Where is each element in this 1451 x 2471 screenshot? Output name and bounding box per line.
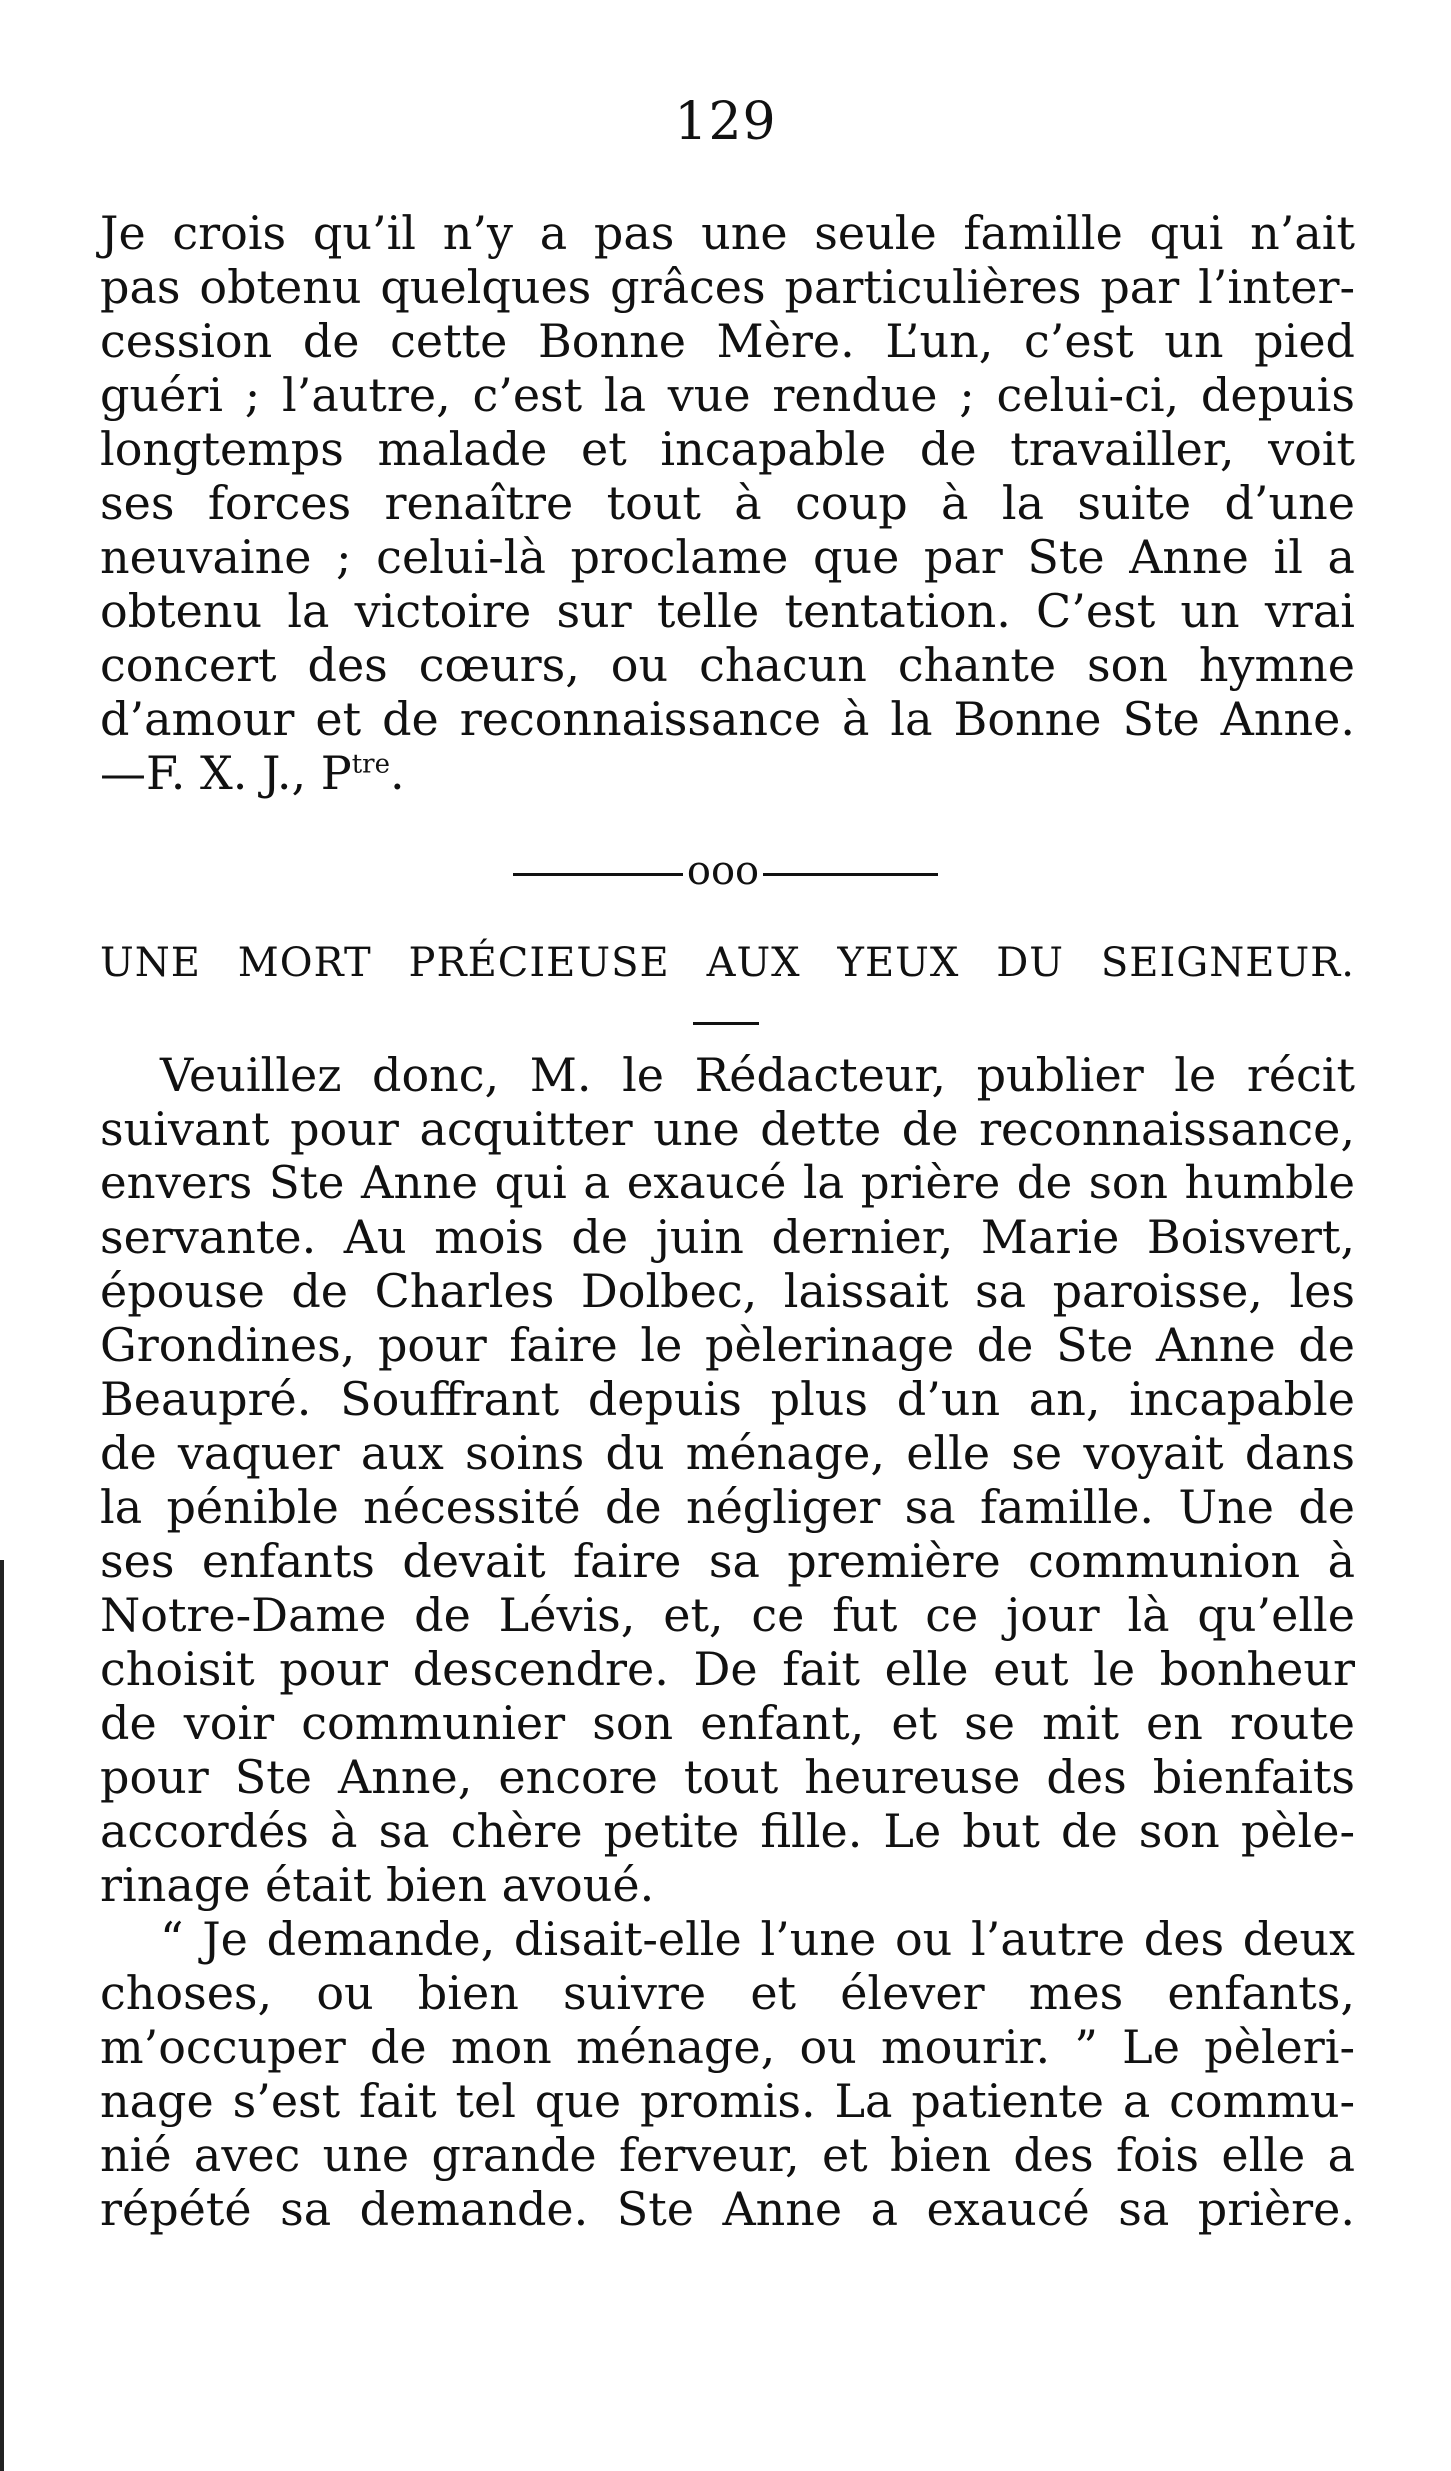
text-line: Veuillez donc, M. le Rédacteur, publier le récit <box>160 1048 1355 1102</box>
text-line: épouse de Charles Dolbec, laissait sa paroisse, les <box>100 1264 1355 1318</box>
text-line: guéri ; l’autre, c’est la vue rendue ; celui-ci, depuis <box>100 368 1355 422</box>
paragraph-story <box>100 1048 1355 2236</box>
text-line: “ Je demande, disait-elle l’une ou l’autre des deux <box>160 1912 1355 1966</box>
signature <box>100 746 1355 800</box>
text-line: pas obtenu quelques grâces particulières par l’inter- <box>100 260 1355 314</box>
text-line: pour Ste Anne, encore tout heureuse des bienfaits <box>100 1750 1355 1804</box>
scan-edge <box>0 1560 4 2471</box>
text-line: choses, ou bien suivre et élever mes enfants, <box>100 1966 1355 2020</box>
text-line: obtenu la victoire sur telle tentation. C’est un vrai <box>100 584 1355 638</box>
text-line: de vaquer aux soins du ménage, elle se voyait dans <box>100 1426 1355 1480</box>
text-line: d’amour et de reconnaissance à la Bonne Ste Anne. <box>100 692 1355 746</box>
text-line: Grondines, pour faire le pèlerinage de Ste Anne de <box>100 1318 1355 1372</box>
text-line: ses enfants devait faire sa première communion à <box>100 1534 1355 1588</box>
text-line: Je crois qu’il n’y a pas une seule famille qui n’ait <box>100 206 1355 260</box>
page-number: 129 <box>674 92 777 152</box>
separator-rule-left <box>513 873 683 876</box>
text-line: servante. Au mois de juin dernier, Marie Boisvert, <box>100 1210 1355 1264</box>
text-line: envers Ste Anne qui a exaucé la prière de son humble <box>100 1156 1355 1209</box>
text-line: ses forces renaître tout à coup à la suite d’une <box>100 476 1355 530</box>
text-line: répété sa demande. Ste Anne a exaucé sa prière. <box>100 2182 1355 2236</box>
text-line: de voir communier son enfant, et se mit en route <box>100 1696 1355 1750</box>
paragraph-testimony <box>100 206 1355 800</box>
text-line: cession de cette Bonne Mère. L’un, c’est un pied <box>100 314 1355 368</box>
text-line: m’occuper de mon ménage, ou mourir. ” Le pèleri- <box>100 2020 1355 2074</box>
heading-rule <box>693 1022 759 1025</box>
separator-ornament: ooo <box>686 848 760 894</box>
text-line: nié avec une grande ferveur, et bien des fois elle a <box>100 2128 1355 2182</box>
text-line: suivant pour acquitter une dette de reconnaissance, <box>100 1102 1355 1156</box>
section-separator <box>0 846 1451 896</box>
text-line: Notre-Dame de Lévis, et, ce fut ce jour là qu’elle <box>100 1588 1355 1642</box>
separator-rule-right <box>763 873 938 876</box>
section-heading: UNE MORT PRÉCIEUSE AUX YEUX DU SEIGNEUR. <box>100 940 1355 986</box>
text-line: accordés à sa chère petite fille. Le but de son pèle- <box>100 1804 1355 1858</box>
text-line: Beaupré. Souffrant depuis plus d’un an, incapable <box>100 1372 1355 1426</box>
text-line: concert des cœurs, ou chacun chante son hymne <box>100 638 1355 692</box>
text-line: choisit pour descendre. De fait elle eut le bonheur <box>100 1642 1355 1696</box>
signature-name: —F. X. J., P <box>100 746 352 800</box>
text-line: neuvaine ; celui-là proclame que par Ste Anne il a <box>100 530 1355 584</box>
signature-end: . <box>389 746 405 800</box>
text-line: rinage était bien avoué. <box>100 1858 655 1912</box>
text-line: nage s’est fait tel que promis. La patiente a commu- <box>100 2074 1355 2128</box>
text-line: la pénible nécessité de négliger sa famille. Une de <box>100 1480 1355 1534</box>
signature-superscript: tre <box>351 749 390 780</box>
text-line: longtemps malade et incapable de travailler, voit <box>100 422 1355 476</box>
